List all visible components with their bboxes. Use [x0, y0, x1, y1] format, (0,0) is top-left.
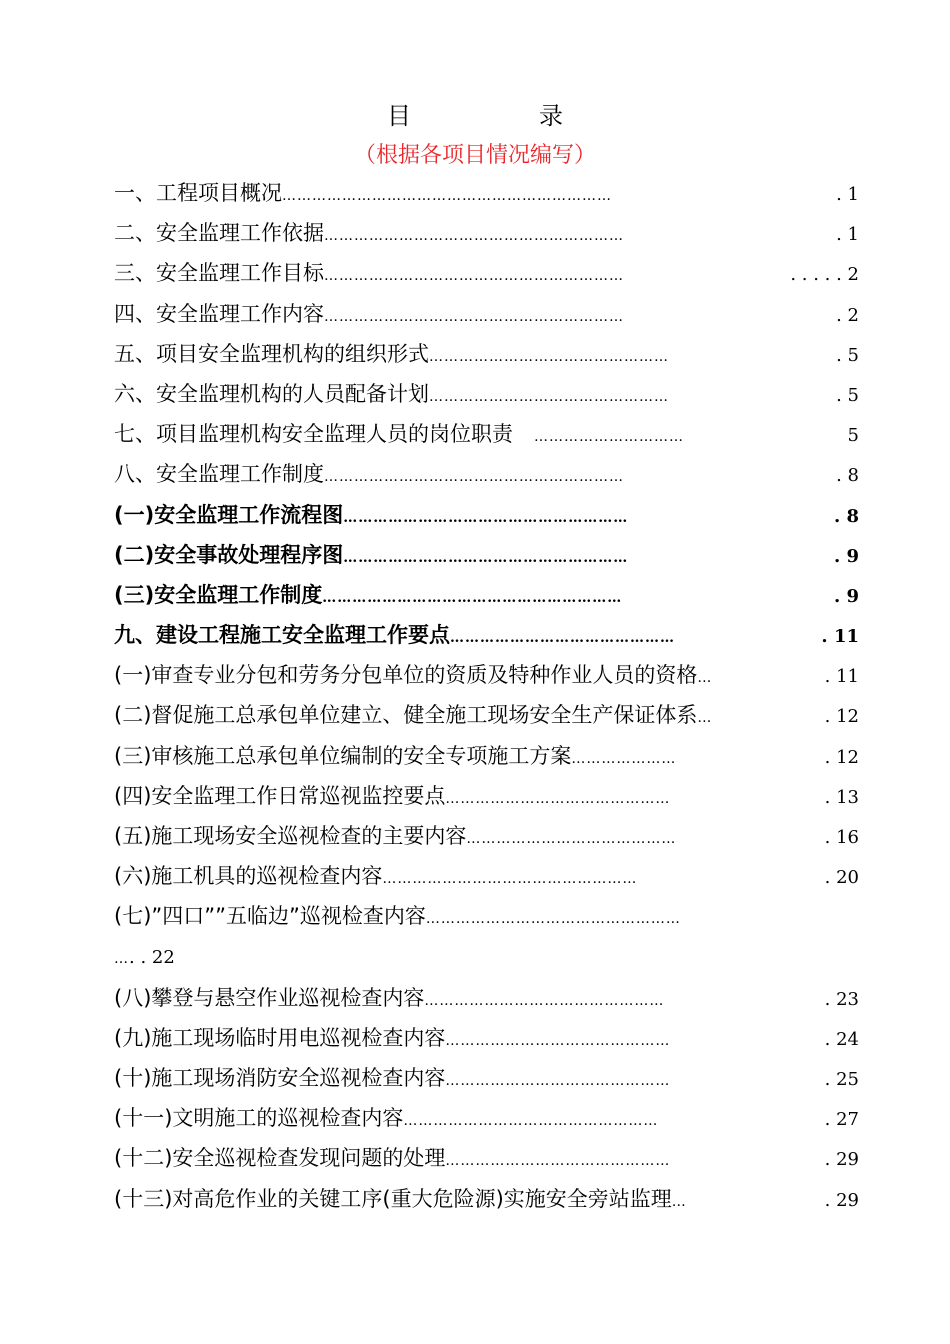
toc-entry[interactable] — [114, 575, 859, 615]
toc-page-number: . 23 — [824, 988, 859, 1010]
toc-entry[interactable] — [114, 535, 859, 575]
page-subtitle: （根据各项目情况编写） — [353, 143, 596, 168]
toc-entry[interactable] — [114, 615, 859, 655]
toc-entry-label: 九、建设工程施工安全监理工作要点 — [114, 623, 450, 648]
toc-page-number: . 12 — [824, 706, 859, 728]
toc-entry-label: (二)安全事故处理程序图 — [114, 542, 344, 567]
toc-entry-label: (十一)文明施工的巡视检查内容 — [114, 1106, 404, 1131]
toc-leader-dots: ………………………………………………… — [343, 549, 629, 566]
toc-page-number: . 24 — [824, 1028, 859, 1050]
toc-page-number: . 9 — [833, 585, 859, 607]
toc-leader-dots: …………………………………………………… — [324, 268, 624, 285]
toc-entry-label: (五)施工现场安全巡视检查的主要内容 — [114, 824, 467, 848]
toc-page-number: . 29 — [824, 1149, 859, 1171]
toc-entry-label: (一)审查专业分包和劳务分包单位的资质及特种作业人员的资格 — [114, 663, 698, 688]
toc-leader-dots: …………………………………………………… — [322, 589, 623, 606]
toc-entry-label: (八)攀登与悬空作业巡视检查内容 — [114, 985, 425, 1010]
toc-entry-label: (九)施工现场临时用电巡视检查内容 — [114, 1025, 446, 1050]
toc-leader-dots: …………………………………………………… — [324, 308, 624, 325]
toc-entry[interactable] — [114, 937, 859, 978]
toc-page-number: . 13 — [824, 786, 859, 808]
toc-entry-label: 八、安全监理工作制度 — [114, 462, 324, 487]
toc-entry[interactable] — [114, 978, 859, 1018]
toc-leader-dots: ………………………………………… — [429, 348, 669, 365]
toc-leader-dots: … — [671, 1193, 687, 1210]
toc-leader-dots: …………………………………………… — [403, 1113, 659, 1130]
toc-entry[interactable] — [114, 414, 859, 454]
toc-page-number: 5 — [847, 425, 859, 447]
toc-entry[interactable] — [114, 253, 859, 293]
toc-page-number: . 11 — [821, 626, 859, 648]
toc-leader-dots: … — [114, 950, 129, 967]
toc-page-number: . 5 — [836, 344, 859, 366]
toc-page-number: . . . . . 2 — [790, 264, 859, 286]
toc-leader-dots: ……………………………………… — [445, 790, 671, 807]
toc-leader-dots: ……………………………………… — [445, 1153, 671, 1170]
toc-entry[interactable] — [114, 856, 859, 896]
toc-leader-dots: ………………………… — [534, 429, 684, 446]
toc-page-number: . 5 — [836, 384, 859, 406]
toc-page-number: . 12 — [824, 746, 859, 768]
toc-page-number: . 20 — [824, 867, 859, 889]
toc-entry[interactable] — [114, 736, 859, 776]
toc-leader-dots: ……………………………………… — [445, 1072, 671, 1089]
toc-leader-dots: ………………………………………… — [424, 992, 665, 1009]
toc-leader-dots: … — [697, 710, 713, 727]
toc-entry[interactable] — [114, 294, 859, 334]
toc-entry[interactable] — [114, 374, 859, 414]
toc-page-number: . 1 — [836, 184, 859, 205]
toc-entry-label: 四、安全监理工作内容 — [114, 301, 324, 326]
toc-entry[interactable] — [114, 1138, 859, 1178]
toc-entry-label: (十二)安全巡视检查发现问题的处理 — [114, 1146, 446, 1171]
toc-entry[interactable] — [114, 896, 859, 936]
toc-entry[interactable] — [114, 1098, 859, 1138]
toc-entry[interactable] — [114, 776, 859, 816]
toc-entry[interactable] — [114, 495, 859, 535]
toc-leader-dots: …………………………………………………… — [324, 228, 624, 245]
toc-entry[interactable] — [114, 454, 859, 494]
toc-leader-dots: ………………… — [571, 750, 677, 767]
toc-entry-label: (三)安全监理工作制度 — [114, 582, 323, 607]
toc-page-number: . 2 — [836, 304, 859, 326]
toc-page-number: . 8 — [836, 465, 859, 487]
toc-entry[interactable] — [114, 173, 859, 213]
page-title: 目 录 — [387, 102, 615, 130]
toc-leader-dots: ………………………………………………… — [343, 509, 629, 526]
toc-entry[interactable] — [114, 695, 859, 735]
toc-page-number: . 11 — [824, 666, 859, 688]
toc-entry-label: 一、工程项目概况 — [114, 181, 282, 205]
toc-entry[interactable] — [114, 334, 859, 374]
toc-page-number: . 25 — [824, 1068, 859, 1090]
toc-entry-label: 三、安全监理工作目标 — [114, 261, 324, 286]
toc-entry-label: (一)安全监理工作流程图 — [114, 502, 344, 527]
toc-entry-label: (三)审核施工总承包单位编制的安全专项施工方案 — [114, 743, 572, 768]
toc-entry[interactable] — [114, 816, 859, 856]
toc-entry-label: 六、安全监理机构的人员配备计划 — [114, 381, 429, 406]
toc-leader-dots: …………………………………………… — [382, 871, 638, 888]
toc-entry-label: (十三)对高危作业的关键工序(重大危险源)实施安全旁站监理 — [114, 1186, 672, 1211]
toc-entry[interactable] — [114, 655, 859, 695]
toc-page-number: . 16 — [824, 827, 859, 848]
toc-entry-label: (四)安全监理工作日常巡视监控要点 — [114, 783, 446, 808]
toc-entry-label: (六)施工机具的巡视检查内容 — [114, 864, 383, 889]
toc-entry-label: (七)”四口””五临边”巡视检查内容 — [114, 904, 426, 929]
toc-entry-label: 二、安全监理工作依据 — [114, 221, 324, 246]
toc-entry[interactable] — [114, 1179, 859, 1219]
toc-entry-label: (二)督促施工总承包单位建立、健全施工现场安全生产保证体系 — [114, 703, 698, 728]
toc-leader-dots: ……………………………………… — [450, 630, 675, 647]
toc-entry[interactable] — [114, 213, 859, 253]
toc-entry-label: 五、项目安全监理机构的组织形式 — [114, 341, 429, 366]
toc-page-number: . 8 — [833, 505, 859, 527]
toc-entry-label: 七、项目监理机构安全监理人员的岗位职责 — [114, 422, 534, 447]
toc-leader-dots: …………………………………………… — [425, 911, 681, 928]
toc-page-number: . 9 — [833, 545, 859, 567]
toc-page-number: . 29 — [824, 1189, 859, 1211]
toc-leader-dots: ………………………………………… — [429, 388, 669, 405]
table-of-contents — [114, 173, 859, 1219]
toc-leader-dots: … — [697, 670, 713, 687]
toc-leader-dots: ……………………………………… — [445, 1032, 671, 1049]
toc-leader-dots: …………………………………… — [466, 831, 677, 847]
toc-page-number: . . 22 — [129, 946, 175, 968]
toc-leader-dots: ………………………………………………………… — [282, 188, 612, 204]
toc-entry[interactable] — [114, 1018, 859, 1058]
toc-page-number: . 27 — [824, 1109, 859, 1131]
toc-entry-label: (十)施工现场消防安全巡视检查内容 — [114, 1065, 446, 1090]
toc-page-number: . 1 — [836, 224, 859, 246]
toc-leader-dots: …………………………………………………… — [324, 469, 624, 486]
toc-entry[interactable] — [114, 1058, 859, 1098]
